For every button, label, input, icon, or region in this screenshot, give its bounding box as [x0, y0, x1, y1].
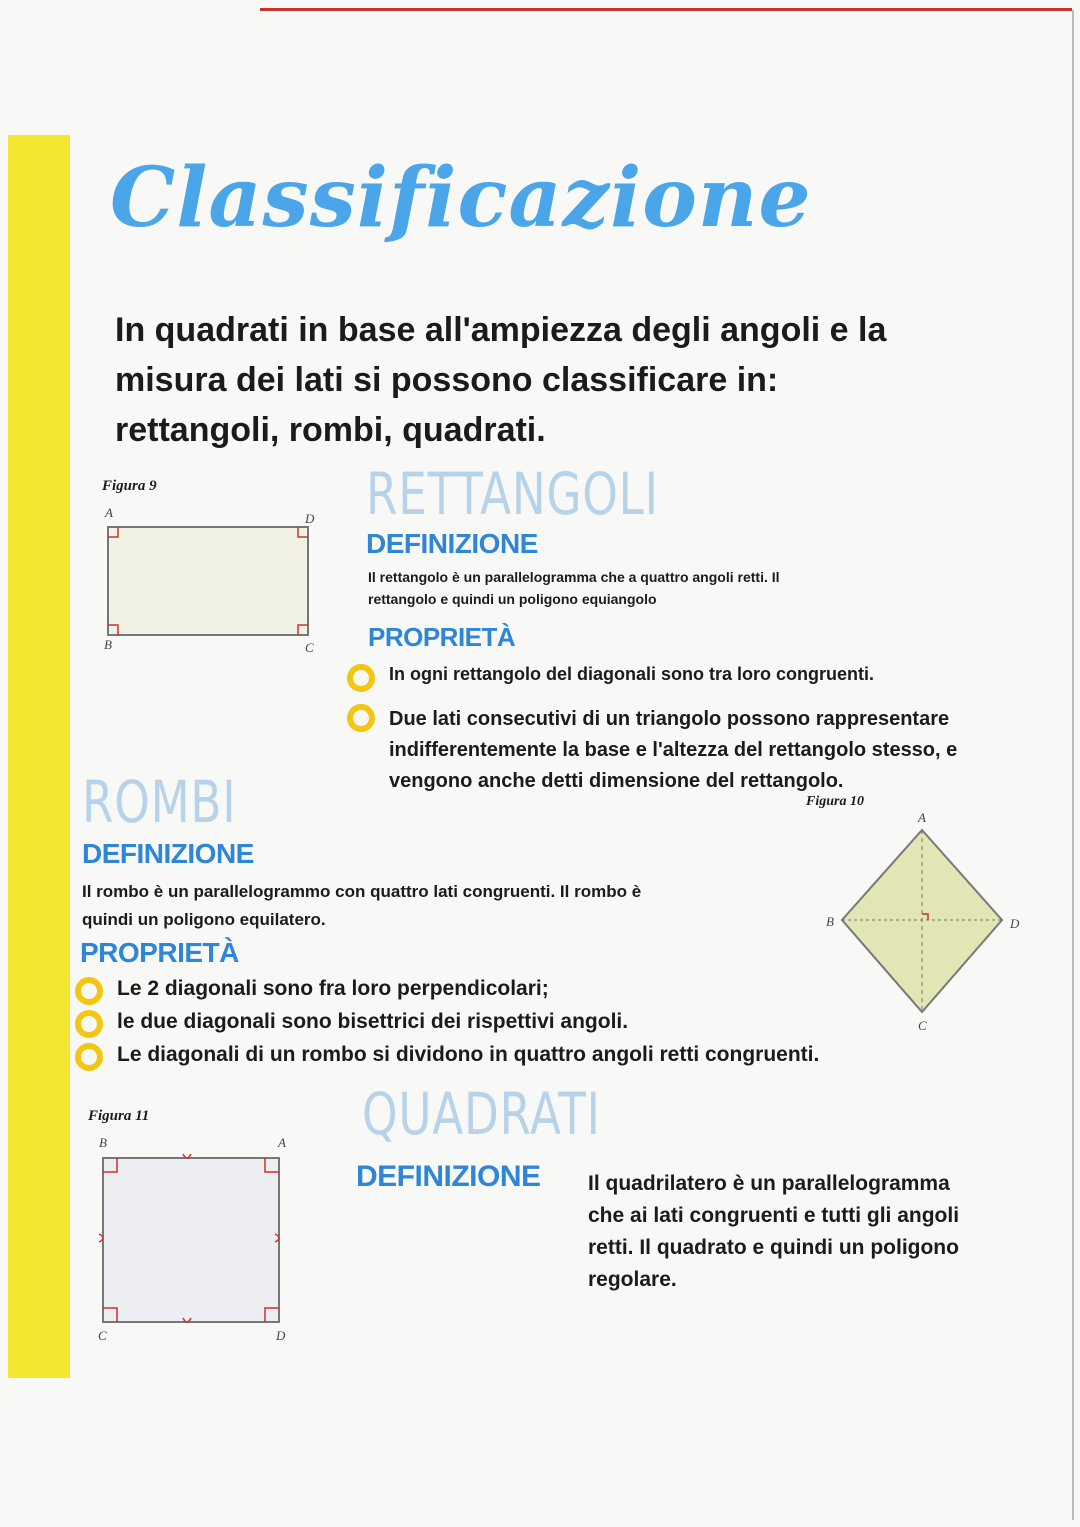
vertex-d: D [305, 511, 315, 526]
vertex-b: B [826, 914, 834, 929]
bullet-ring-icon [347, 664, 375, 692]
vertex-b: B [104, 637, 112, 652]
top-red-line [260, 8, 1072, 11]
vertex-a: A [918, 810, 926, 825]
rombi-properties-heading: PROPRIETÀ [80, 937, 239, 968]
intro-text: In quadrati in base all'ampiezza degli angoli e la misura dei lati si possono classificare in: rettangoli, rombi, quadrati. [115, 311, 887, 449]
vertex-d: D [276, 1328, 286, 1343]
vertex-d: D [1010, 916, 1020, 931]
square-figure [95, 1150, 295, 1330]
rombi-property-3: Le diagonali di un rombo si dividono in quattro angoli retti congruenti. [75, 1043, 819, 1071]
rettangoli-definition-heading: DEFINIZIONE [366, 528, 538, 559]
bullet-ring-icon [347, 704, 375, 732]
rombi-property-1: Le 2 diagonali sono fra loro perpendicolari; [75, 977, 549, 1005]
vertex-a: A [278, 1135, 286, 1150]
rettangoli-property-2: Due lati consecutivi di un triangolo possono rappresentare indifferentemente la base e l'altezza del rettangolo stesso, e vengono anche detti dimensione del rettangolo. [347, 704, 987, 797]
rettangoli-properties-heading: PROPRIETÀ [368, 622, 516, 652]
vertex-a: A [105, 505, 113, 520]
vertex-c: C [98, 1328, 107, 1343]
bullet-ring-icon [75, 1010, 103, 1038]
page-edge [1072, 10, 1074, 1520]
quadrati-definition-heading: DEFINIZIONE [356, 1160, 541, 1193]
quadrati-heading: QUADRATI [362, 1080, 601, 1148]
bullet-ring-icon [75, 977, 103, 1005]
yellow-margin-stripe [8, 135, 70, 1378]
vertex-b: B [99, 1135, 107, 1150]
rettangoli-definition: Il rettangolo è un parallelogramma che a quattro angoli retti. Il rettangolo e quindi un poligono equiangolo [368, 569, 780, 607]
page-title: Classificazione [110, 150, 812, 246]
vertex-c: C [918, 1018, 927, 1033]
rectangle-figure [95, 505, 335, 660]
figure-10-caption: Figura 10 [806, 794, 864, 809]
bullet-ring-icon [75, 1043, 103, 1071]
vertex-c: C [305, 640, 314, 655]
rombi-heading: ROMBI [82, 768, 237, 836]
rombi-definition: Il rombo è un parallelogrammo con quattro lati congruenti. Il rombo è quindi un poligono equilatero. [82, 882, 642, 929]
rombi-definition-heading: DEFINIZIONE [82, 838, 254, 869]
figure-9-caption: Figura 9 [102, 478, 157, 494]
quadrati-definition: Il quadrilatero è un parallelogramma che ai lati congruenti e tutti gli angoli retti. Il quadrato e quindi un poligono regolare. [588, 1172, 960, 1291]
rettangoli-heading: RETTANGOLI [366, 460, 659, 528]
rettangoli-property-1: In ogni rettangolo del diagonali sono tra loro congruenti. [347, 664, 874, 692]
rombi-property-2: le due diagonali sono bisettrici dei rispettivi angoli. [75, 1010, 628, 1038]
rhombus-figure [830, 820, 1020, 1020]
figure-11-caption: Figura 11 [88, 1108, 150, 1124]
